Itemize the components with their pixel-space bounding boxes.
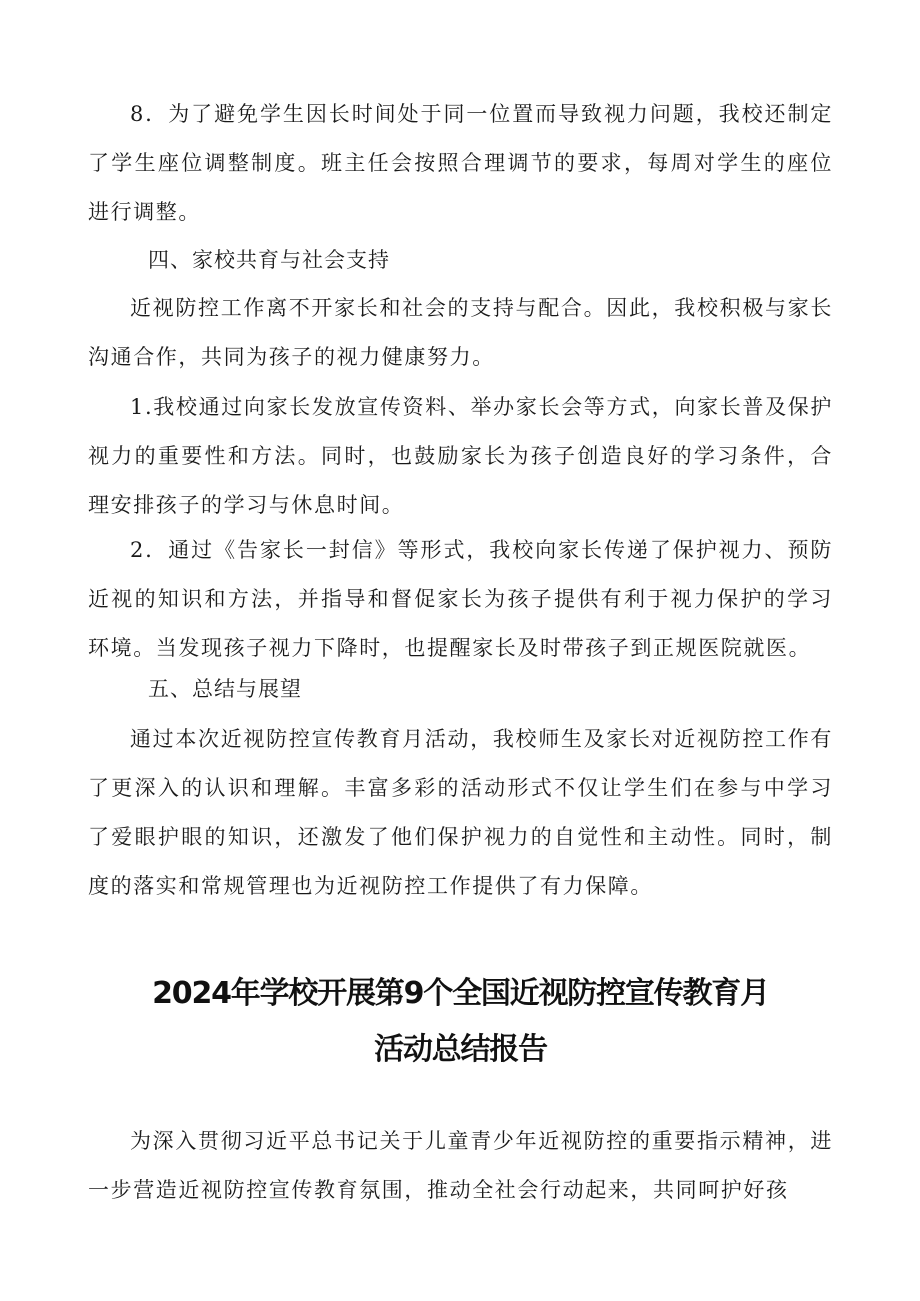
- section-heading-5: 五、总结与展望: [148, 677, 302, 701]
- paragraph-section4-intro: 近视防控工作离不开家长和社会的支持与配合。因此，我校积极与家长沟通合作，共同为孩子的视力健康努力。: [88, 296, 833, 369]
- report-title: [88, 966, 833, 1078]
- paragraph-item-8: 8．为了避免学生因长时间处于同一位置而导致视力问题，我校还制定了学生座位调整制度。班主任会按照合理调节的要求，每周对学生的座位进行调整。: [88, 102, 833, 224]
- report-title-line-1: 2024年学校开展第9个全国近视防控宣传教育月: [152, 976, 769, 1011]
- paragraph-item-4-2: 2．通过《告家长一封信》等形式，我校向家长传递了保护视力、预防近视的知识和方法，并指导和督促家长为孩子提供有利于视力保护的学习环境。当发现孩子视力下降时，也提醒家长及时带孩子到正规医院就医。: [88, 538, 833, 660]
- report-opening-paragraph: 为深入贯彻习近平总书记关于儿童青少年近视防控的重要指示精神，进一步营造近视防控宣传教育氛围，推动全社会行动起来，共同呵护好孩: [88, 1129, 833, 1202]
- paragraph-summary: 通过本次近视防控宣传教育月活动，我校师生及家长对近视防控工作有了更深入的认识和理解。丰富多彩的活动形式不仅让学生们在参与中学习了爱眼护眼的知识，还激发了他们保护视力的自觉性和主动性。同时，制度的落实和常规管理也为近视防控工作提供了有力保障。: [88, 727, 833, 898]
- paragraph-item-4-1: 1.我校通过向家长发放宣传资料、举办家长会等方式，向家长普及保护视力的重要性和方法。同时，也鼓励家长为孩子创造良好的学习条件，合理安排孩子的学习与休息时间。: [88, 395, 833, 517]
- report-title-line-2: 活动总结报告: [374, 1032, 547, 1067]
- section-heading-4: 四、家校共育与社会支持: [148, 248, 390, 272]
